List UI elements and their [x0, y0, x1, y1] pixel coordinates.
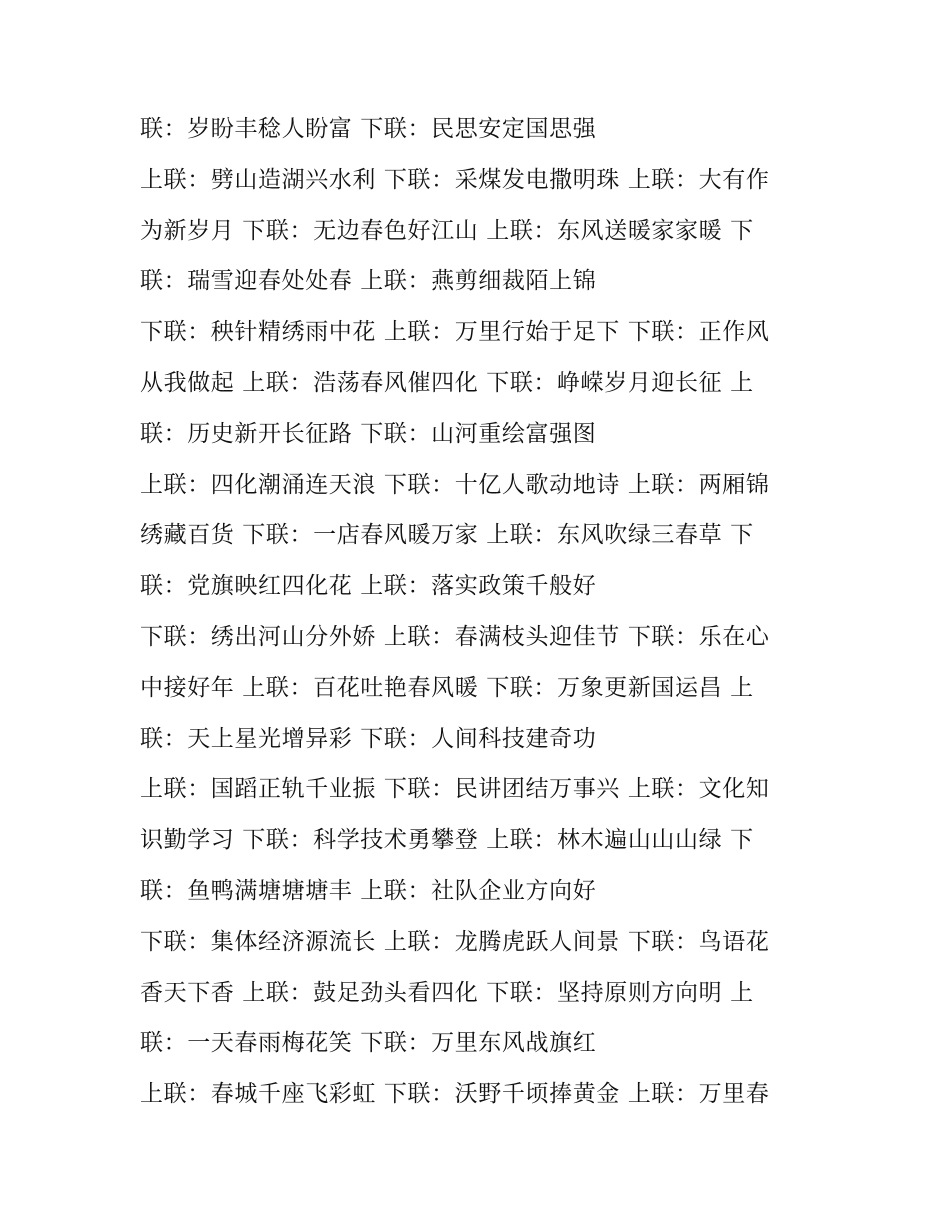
- text-line: 绣藏百货 下联：一店春风暖万家 上联：东风吹绿三春草 下: [140, 522, 754, 549]
- text-line: 下联：秧针精绣雨中花 上联：万里行始于足下 下联：正作风: [140, 319, 770, 346]
- text-line: 识勤学习 下联：科学技术勇攀登 上联：林木遍山山山绿 下: [140, 827, 754, 854]
- text-line: 联：党旗映红四化花 上联：落实政策千般好: [140, 573, 597, 600]
- text-line: 下联：绣出河山分外娇 上联：春满枝头迎佳节 下联：乐在心: [140, 623, 770, 650]
- text-line: 上联：国蹈正轨千业振 下联：民讲团结万事兴 上联：文化知: [140, 776, 770, 803]
- text-line: 上联：劈山造湖兴水利 下联：采煤发电撒明珠 上联：大有作: [140, 166, 770, 193]
- text-line: 中接好年 上联：百花吐艳春风暖 下联：万象更新国运昌 上: [140, 674, 754, 701]
- text-line: 联：历史新开长征路 下联：山河重绘富强图: [140, 420, 597, 447]
- couplet-text-block: [140, 108, 820, 1124]
- text-line: 香天下香 上联：鼓足劲头看四化 下联：坚持原则方向明 上: [140, 979, 754, 1006]
- text-line: 联：天上星光增异彩 下联：人间科技建奇功: [140, 725, 597, 752]
- text-line: 下联：集体经济源流长 上联：龙腾虎跃人间景 下联：鸟语花: [140, 928, 770, 955]
- text-line: 联：鱼鸭满塘塘塘丰 上联：社队企业方向好: [140, 877, 597, 904]
- text-line: 联：岁盼丰稔人盼富 下联：民思安定国思强: [140, 116, 597, 142]
- text-line: 联：一天春雨梅花笑 下联：万里东风战旗红: [140, 1030, 597, 1057]
- text-line: 上联：四化潮涌连天浪 下联：十亿人歌动地诗 上联：两厢锦: [140, 471, 770, 498]
- text-line: 为新岁月 下联：无边春色好江山 上联：东风送暖家家暖 下: [140, 217, 754, 244]
- text-line: 上联：春城千座飞彩虹 下联：沃野千顷捧黄金 上联：万里春: [140, 1081, 770, 1108]
- text-line: 联：瑞雪迎春处处春 上联：燕剪细裁陌上锦: [140, 268, 597, 295]
- text-line: 从我做起 上联：浩荡春风催四化 下联：峥嵘岁月迎长征 上: [140, 369, 754, 396]
